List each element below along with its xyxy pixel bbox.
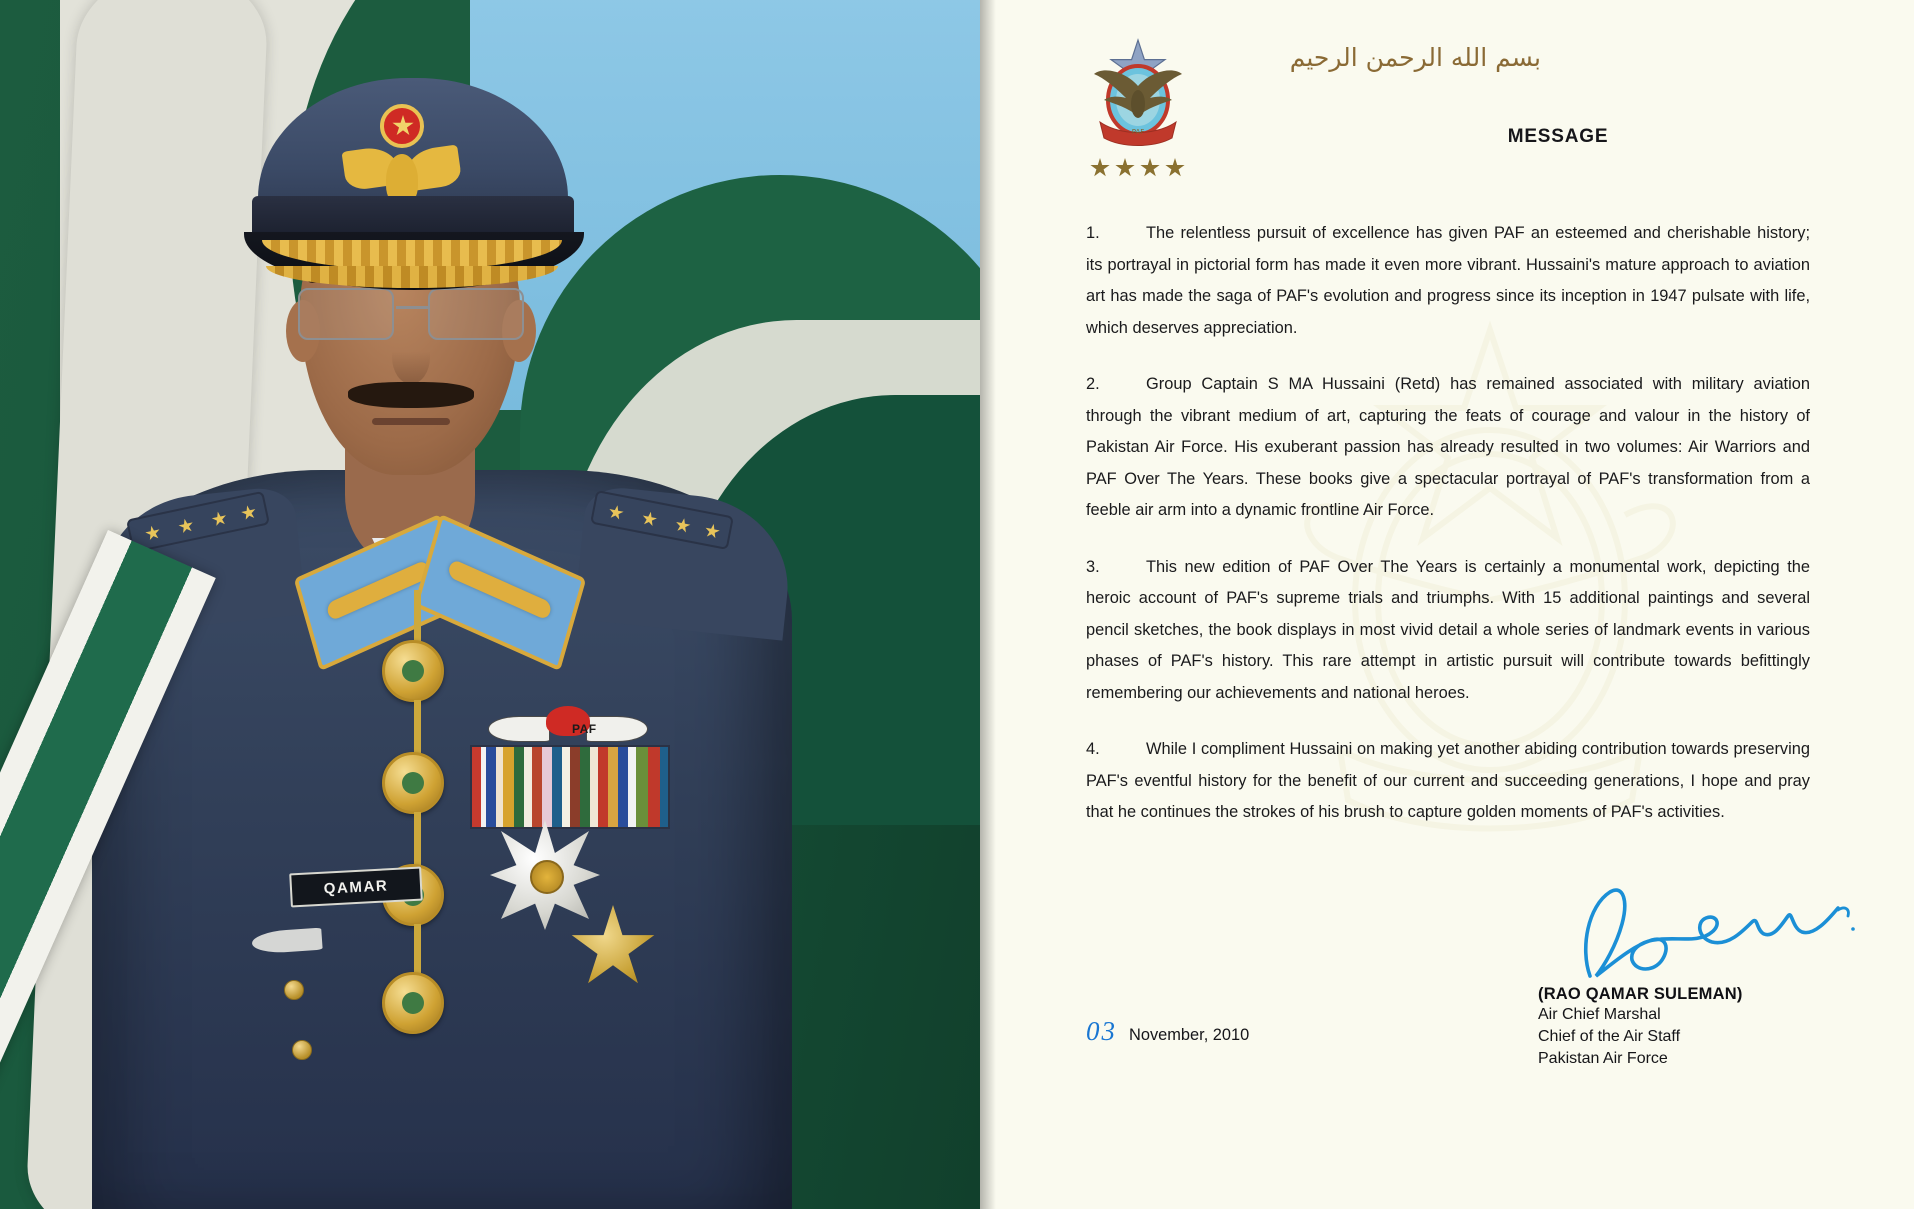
bismillah-calligraphy: بسم الله الرحمن الرحيم <box>1289 43 1541 72</box>
letter-content <box>980 0 1914 1209</box>
message-letter-page <box>980 0 1914 1209</box>
rank-star-icon <box>1090 158 1110 178</box>
wings-paf-label: PAF <box>572 722 597 736</box>
signature-block <box>1538 884 1848 1070</box>
paragraph-number: 3. <box>1086 557 1100 576</box>
rank-star-icon <box>240 504 258 522</box>
wing-left-icon <box>488 716 550 742</box>
mouth <box>372 418 450 425</box>
signer-organisation: Pakistan Air Force <box>1538 1050 1668 1068</box>
rank-star-icon <box>674 517 692 535</box>
rank-star-icon <box>1165 158 1185 178</box>
gold-oak-leaf-icon <box>447 559 553 621</box>
handwritten-signature <box>1566 884 1866 980</box>
chain-cord <box>414 812 421 868</box>
glasses-bridge <box>396 306 430 309</box>
chain-medallion <box>382 640 444 702</box>
signer-name: (RAO QAMAR SULEMAN) <box>1538 985 1743 1003</box>
lens-left <box>298 288 394 340</box>
date-day-handwritten: 03 <box>1086 1016 1117 1046</box>
paragraph-number: 4. <box>1086 740 1100 758</box>
svg-text:PAF: PAF <box>1131 128 1145 136</box>
medal-ribbon-bar <box>470 745 670 829</box>
four-star-rank-insignia <box>1090 158 1185 178</box>
page-title: MESSAGE <box>1507 126 1609 147</box>
signer-rank: Air Chief Marshal <box>1538 1006 1661 1023</box>
nameplate-text: QAMAR <box>323 876 389 898</box>
rank-star-icon <box>1115 158 1135 178</box>
paragraph-text: The relentless pursuit of excellence has given PAF an esteemed and cherishable history; its portrayal in pictorial form has made it even more vibrant. Hussaini's mature approach to aviation art has made the saga of PAF's evolution and progress since its inception in 1947 pulsate with life, which deserves appreciation. <box>1086 224 1810 337</box>
rank-star-icon <box>177 517 195 535</box>
mustache <box>348 382 474 408</box>
chain-medallion <box>382 752 444 814</box>
lens-right <box>428 288 524 340</box>
rank-star-icon <box>607 504 625 522</box>
date-month-year: November, 2010 <box>1129 1026 1250 1044</box>
breast-star-center <box>530 860 564 894</box>
eyeglasses-icon <box>292 288 530 342</box>
uniform-nameplate <box>289 867 423 908</box>
paragraph-number: 2. <box>1086 375 1100 393</box>
paragraph-1 <box>1086 218 1810 344</box>
rank-star-icon <box>144 524 162 542</box>
uniform-button <box>292 1040 312 1060</box>
paragraph-3 <box>1086 552 1810 710</box>
chain-medallion <box>382 972 444 1034</box>
letterhead <box>1086 34 1848 202</box>
paragraph-number: 1. <box>1086 224 1100 242</box>
paf-crest-icon <box>1086 38 1190 150</box>
paragraph-text: While I compliment Hussaini on making yet another abiding contribution towards preserving PAF's eventful history for the benefit of our current and succeeding generations, I hope and pray that he continues the strokes of his brush to capture golden moments of PAF's activities. <box>1086 740 1810 821</box>
chain-cord <box>414 924 421 974</box>
rank-star-icon <box>703 523 721 541</box>
paragraph-text: This new edition of PAF Over The Years is certainly a monumental work, depicting the heroic account of PAF's supreme trials and triumphs. With 15 additional paintings and several pencil sketches, the book displays in most vivid detail a whole series of landmark events in various phases of PAF's history. This rare attempt in artistic pursuit will contribute towards befittingly remembering our achievements and national heroes. <box>1086 557 1810 702</box>
chain-cord <box>414 700 421 756</box>
pilot-wings-badge <box>488 706 648 750</box>
message-body <box>1086 218 1810 829</box>
rank-star-icon <box>210 510 228 528</box>
uniform-button <box>284 980 304 1000</box>
signer-appointment: Chief of the Air Staff <box>1538 1028 1681 1046</box>
paragraph-text: Group Captain S MA Hussaini (Retd) has remained associated with military aviation through the vibrant medium of art, capturing the feats of courage and valour in the history of Pakistan Air Force. His exuberant passion has already resulted in two volumes: Air Warriors and PAF Over The Years. These books give a spectacular portrayal of PAF's transformation from a feeble air arm into a dynamic frontline Air Force. <box>1086 375 1810 519</box>
rank-star-icon <box>1140 158 1160 178</box>
rank-star-icon <box>641 510 659 528</box>
paragraph-2 <box>1086 369 1810 527</box>
letter-date <box>1086 1016 1249 1047</box>
paragraph-4 <box>1086 734 1810 829</box>
